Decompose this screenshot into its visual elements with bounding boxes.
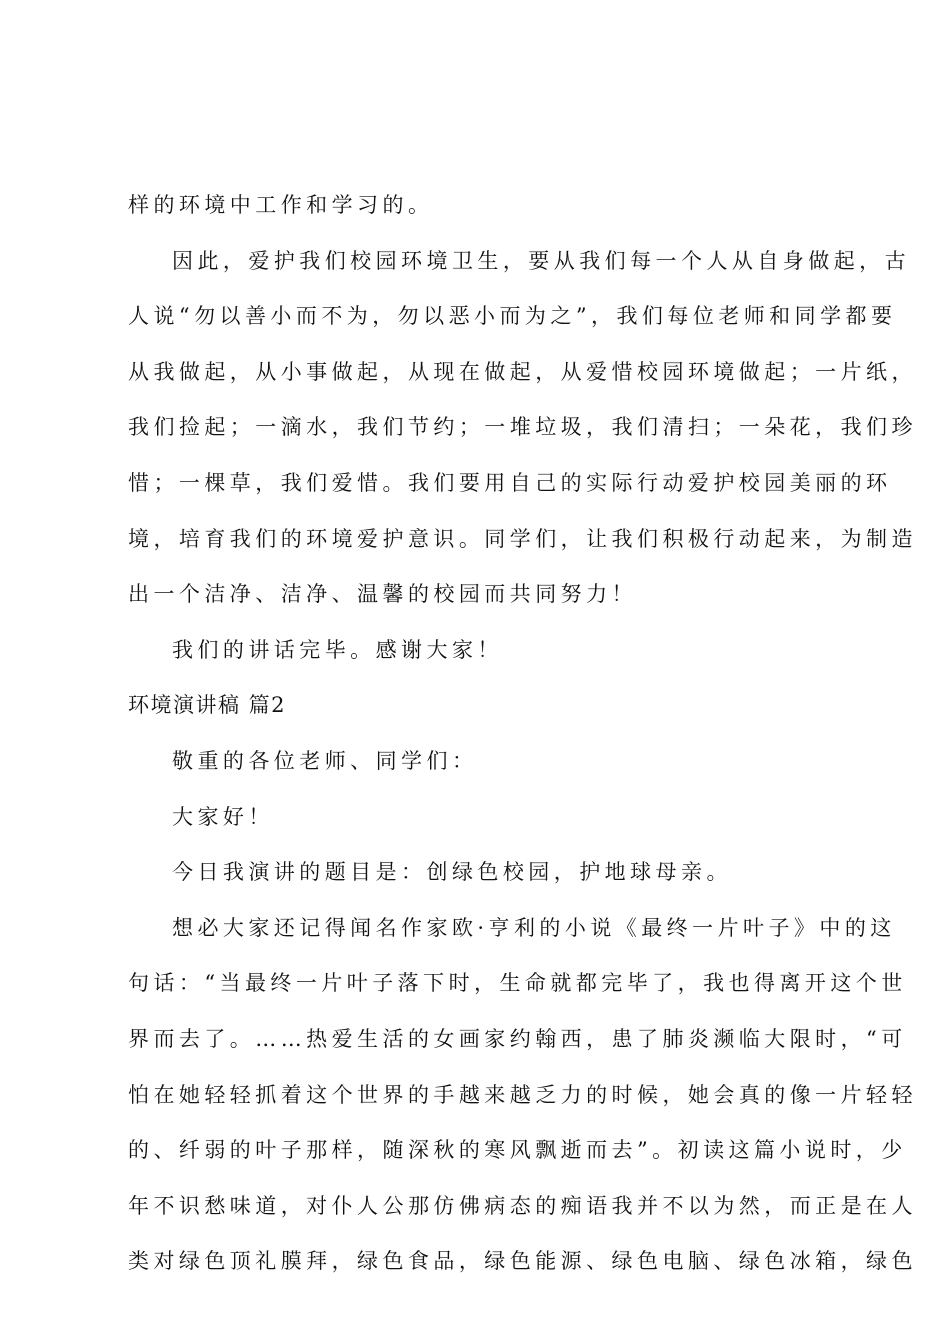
text-line: 因此，爱护我们校园环境卫生，要从我们每一个人从自身做起，古 (172, 248, 911, 273)
text-line: 惜；一棵草，我们爱惜。我们要用自己的实际行动爱护校园美丽的环 (128, 470, 892, 495)
text-line: 怕在她轻轻抓着这个世界的手越来越乏力的时候，她会真的像一片轻轻 (128, 1082, 917, 1107)
text-line: 样的环境中工作和学习的。 (128, 193, 434, 217)
text-line: 句话：“当最终一片叶子落下时，生命就都完毕了，我也得离开这个世 (128, 971, 907, 996)
text-line: 界而去了。……热爱生活的女画家约翰西，患了肺炎濒临大限时，“可 (128, 1026, 907, 1051)
text-line: 今日我演讲的题目是：创绿色校园，护地球母亲。 (172, 860, 732, 885)
text-line: 的、纤弱的叶子那样，随深秋的寒风飘逝而去”。初读这篇小说时，少 (128, 1138, 907, 1163)
text-line: 人说“勿以善小而不为，勿以恶小而为之”，我们每位老师和同学都要 (128, 304, 897, 329)
text-line: 我们的讲话完毕。感谢大家！ (172, 637, 503, 662)
text-line: 想必大家还记得闻名作家欧·亨利的小说《最终一片叶子》中的这 (172, 915, 896, 940)
text-line: 从我做起，从小事做起，从现在做起，从爱惜校园环境做起；一片纸， (128, 359, 917, 384)
text-line: 大家好！ (172, 804, 274, 829)
text-line: 我们捡起；一滴水，我们节约；一堆垃圾，我们清扫；一朵花，我们珍 (128, 415, 917, 440)
text-line: 年不识愁味道，对仆人公那仿佛病态的痴语我并不以为然，而正是在人 (128, 1193, 917, 1218)
text-line: 境，培育我们的环境爱护意识。同学们，让我们积极行动起来，为制造 (128, 526, 917, 551)
text-line: 类对绿色顶礼膜拜，绿色食品，绿色能源、绿色电脑、绿色冰箱，绿色 (128, 1249, 917, 1274)
text-line: 出一个洁净、洁净、温馨的校园而共同努力！ (128, 582, 637, 607)
section-heading: 环境演讲稿 篇2 (128, 693, 287, 718)
text-line: 敬重的各位老师、同学们： (172, 748, 478, 773)
document-body (128, 178, 917, 1290)
